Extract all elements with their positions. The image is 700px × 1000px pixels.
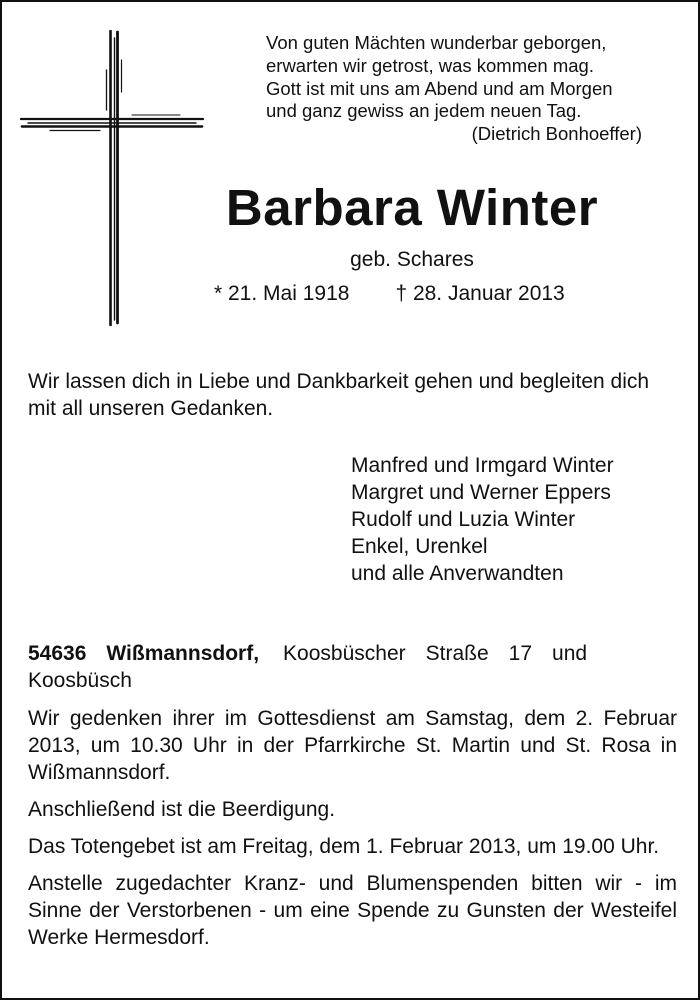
address-postcode: 54636 [28,642,87,665]
address-second-place: Koosbüsch [28,669,132,692]
farewell-text: Wir lassen dich in Liebe und Dankbarkeit gehen und begleiten dich mit all unseren Gedanken. [28,370,650,420]
birth-name: geb. Schares [350,248,474,271]
death-date: † 28. Januar 2013 [395,282,565,305]
mourner-entry: Rudolf und Luzia Winter [351,508,576,531]
verse-line: erwarten wir getrost, was kommen mag. [266,54,594,76]
deceased-name: Barbara Winter [225,179,599,236]
service-notice: Wir gedenken ihrer im Gottesdienst am Samstag, dem 2. Februar 2013, um 10.30 Uhr in der Pfarrkirche St. Martin und St. Rosa in Wißmannsdorf. [28,707,677,784]
mourner-entry: Margret und Werner Eppers [351,481,611,504]
cross-icon [20,30,204,326]
address-number: 17 [508,642,533,665]
address-conjunction: und [552,642,588,665]
donation-notice: Anstelle zugedachter Kranz- und Blumenspenden bitten wir - im Sinne der Verstorbenen - um eine Spende zu Gunsten der Westeifel Werke Hermesdorf. [28,872,677,949]
mourners-list [351,452,614,587]
mourner-entry: und alle Anverwandten [351,562,564,585]
verse-author: (Dietrich Bonhoeffer) [471,123,642,145]
mourner-entry: Manfred und Irmgard Winter [351,454,614,477]
notice-body [28,640,677,961]
address-line [28,640,677,667]
life-dates [214,282,565,306]
prayer-notice: Das Totengebet ist am Freitag, dem 1. Februar 2013, um 19.00 Uhr. [28,835,660,858]
birth-date: * 21. Mai 1918 [214,282,350,305]
address-street-part2: Straße [425,642,489,665]
address-town: Wißmannsdorf, [106,642,260,665]
mourner-entry: Enkel, Urenkel [351,535,488,558]
verse-line: und ganz gewiss an jedem neuen Tag. [266,100,582,122]
verse-line: Gott ist mit uns am Abend und am Morgen [266,77,613,99]
verse-line: Von guten Mächten wunderbar geborgen, [266,32,607,53]
burial-notice: Anschließend ist die Beerdigung. [28,798,336,821]
bonhoeffer-verse [266,32,646,146]
address-street-part1: Koosbüscher [283,642,406,665]
